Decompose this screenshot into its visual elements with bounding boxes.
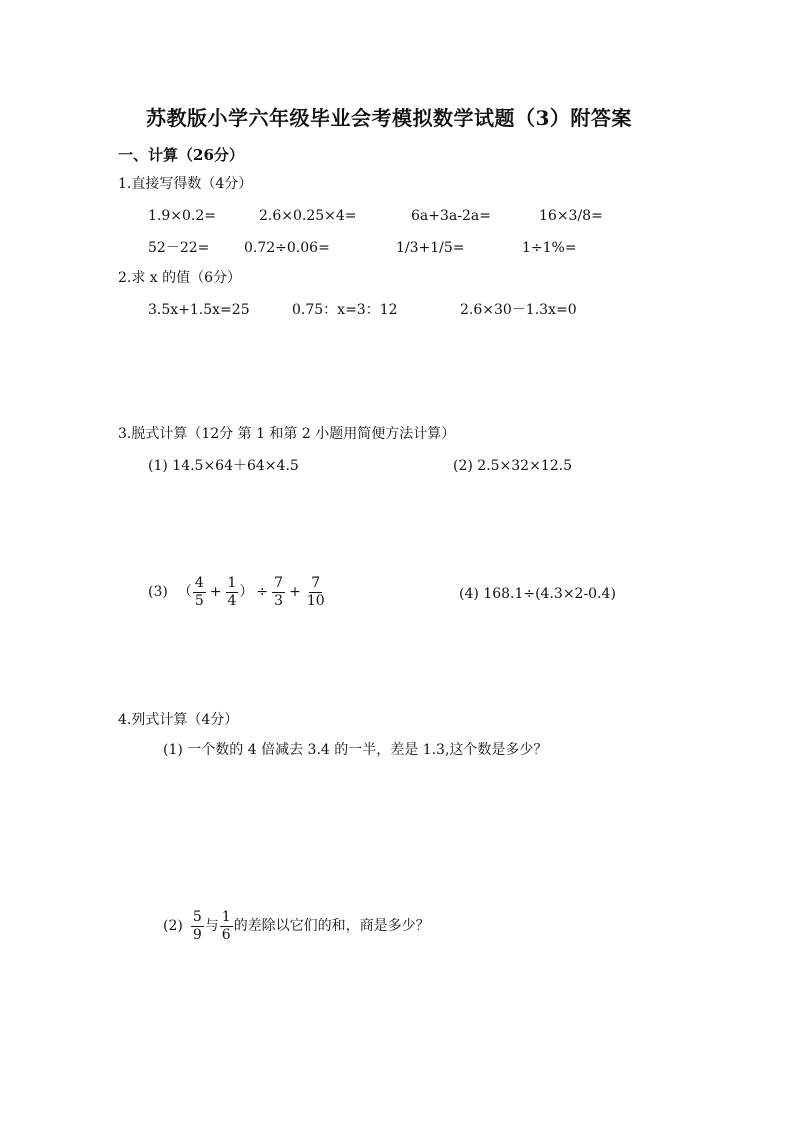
q4-item-2-suffix: 的差除以它们的和，商是多少？ <box>233 917 430 934</box>
plus-sign: + <box>289 583 301 600</box>
q1-item-5: 52－22= <box>148 240 210 256</box>
q2-item-1: 3.5x+1.5x=25 <box>148 302 250 318</box>
q3-item-3-open-paren: （ <box>177 583 192 600</box>
fraction-1-4: $\frac{1}{4}$ <box>227 575 237 609</box>
q1-item-8: 1÷1%= <box>522 240 577 256</box>
fraction-7-10: $\frac{7}{10}$ <box>306 575 325 609</box>
q1-item-3: 6a+3a-2a= <box>411 208 491 224</box>
q3-item-3-close-paren: ） <box>239 583 254 600</box>
divide-sign: ÷ <box>256 583 269 600</box>
q4-item-1: (1) 一个数的 4 倍减去 3.4 的一半，差是 1.3,这个数是多少？ <box>163 742 548 758</box>
q1-item-2: 2.6×0.25×4= <box>259 208 357 224</box>
q3-item-1: (1) 14.5×64＋64×4.5 <box>148 458 299 474</box>
q4-item-2-mid: 与 <box>204 917 219 934</box>
plus-sign: + <box>209 583 222 600</box>
fraction-1-6: $\frac{1}{6}$ <box>221 909 231 943</box>
question-4-label: 4.列式计算（4分） <box>118 712 239 728</box>
fraction-4-5: $\frac{4}{5}$ <box>194 575 204 609</box>
fraction-5-9: $\frac{5}{9}$ <box>192 909 202 943</box>
q1-item-6: 0.72÷0.06= <box>244 240 330 256</box>
page-title: 苏教版小学六年级毕业会考模拟数学试题（3）附答案 <box>146 106 632 130</box>
q1-item-1: 1.9×0.2= <box>148 208 216 224</box>
q1-item-4: 16×3/8= <box>539 208 603 224</box>
question-3-label: 3.脱式计算（12分 第 1 和第 2 小题用简便方法计算） <box>118 426 456 442</box>
q3-item-3-prefix: (3) <box>148 583 168 600</box>
q2-item-2: 0.75：x=3：12 <box>292 302 398 318</box>
q3-item-2: (2) 2.5×32×12.5 <box>453 458 572 474</box>
section-heading-calculation: 一、计算（26分） <box>118 146 244 164</box>
fraction-7-3: $\frac{7}{3}$ <box>274 575 284 609</box>
q4-item-2 <box>163 910 430 942</box>
question-2-label: 2.求 x 的值（6分） <box>118 270 242 286</box>
q3-item-4: (4) 168.1÷(4.3×2-0.4) <box>459 586 616 602</box>
q1-item-7: 1/3+1/5= <box>396 240 465 256</box>
question-1-label: 1.直接写得数（4分） <box>118 176 253 192</box>
q3-item-3 <box>148 576 328 608</box>
q2-item-3: 2.6×30－1.3x=0 <box>460 302 577 318</box>
q4-item-2-prefix: (2) <box>163 917 183 934</box>
